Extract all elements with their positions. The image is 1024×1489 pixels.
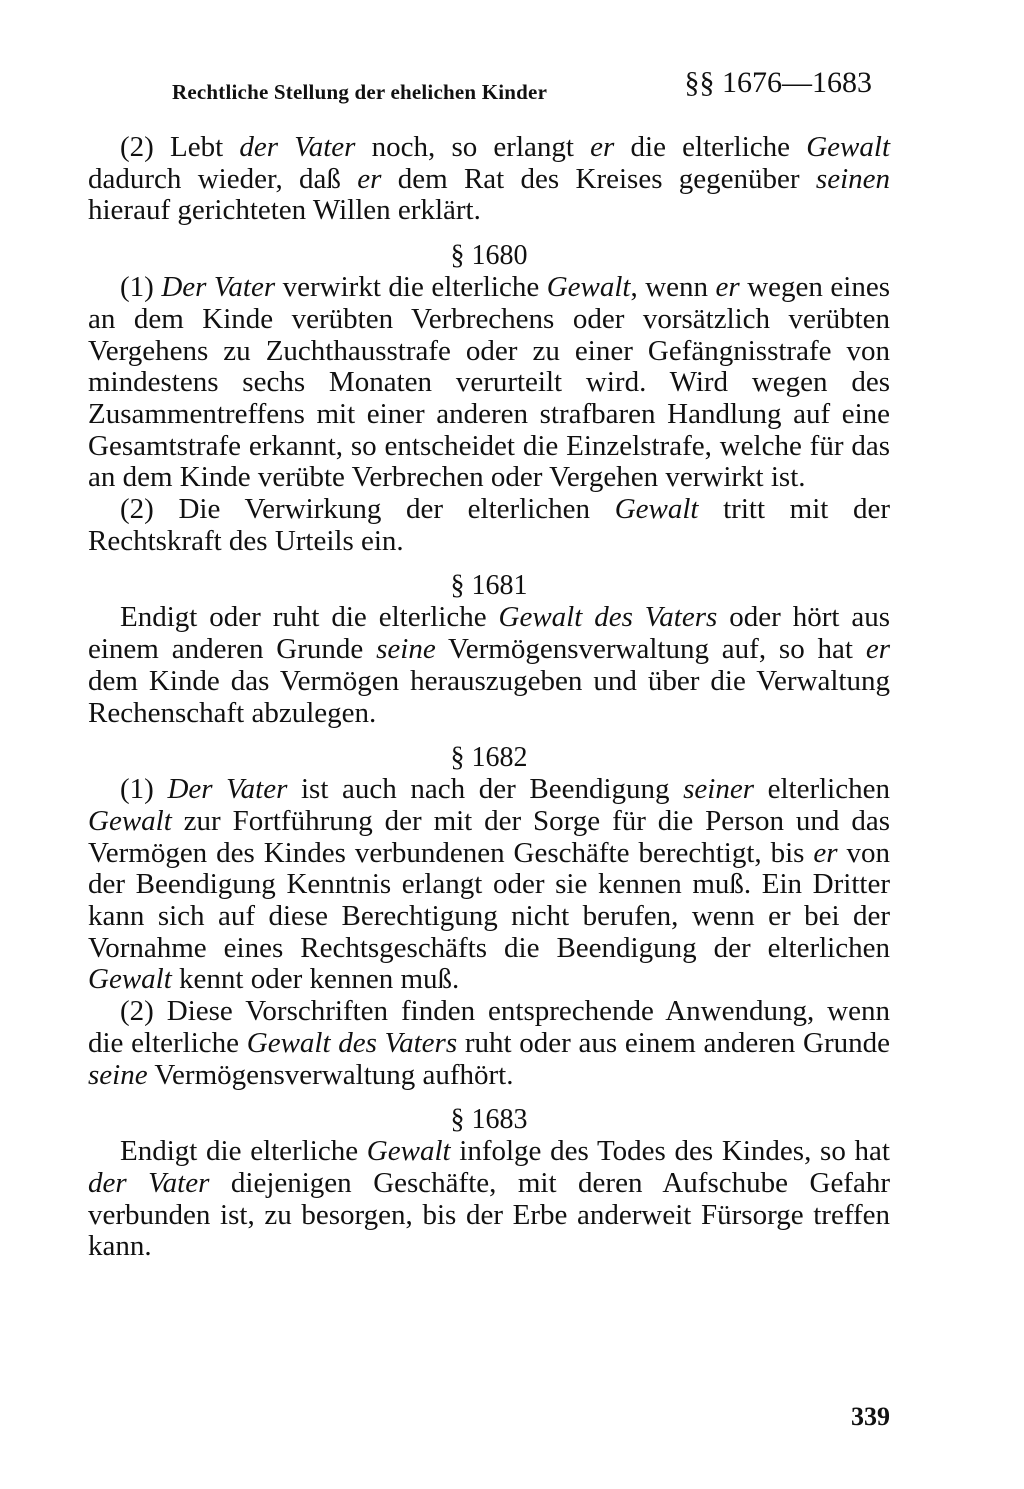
book-page — [88, 60, 890, 1430]
section-range: §§ 1676—1683 — [684, 66, 872, 99]
section-heading-1681: § 1681 — [450, 570, 528, 602]
page-number: 339 — [851, 1402, 890, 1431]
running-title: Rechtliche Stellung der ehelichen Kinder — [172, 80, 548, 104]
running-head — [88, 60, 890, 120]
paragraph-1679-2: (2) Lebt der Vater noch, so erlangt er die elterliche Gewalt dadurch wieder, daß er dem Rat des Kreises gegenüber seinen hierauf gerichteten Willen erklärt. — [88, 131, 891, 227]
paragraph-1680-1: (1) Der Vater verwirkt die elterliche Gewalt, wenn er wegen eines an dem Kinde verübten Verbrechens oder vorsätzlich verübten Vergehens zu Zuchthausstrafe oder zu einer Gefängnisstrafe von mindestens sechs Monaten verurteilt wird. Wird wegen des Zusammentreffens mit einer anderen strafbaren Handlung auf eine Gesamtstrafe erkannt, so entscheidet die Einzelstrafe, welche für das an dem Kinde verübte Verbrechen oder Vergehen verwirkt ist. — [88, 271, 890, 494]
section-heading-1680: § 1680 — [450, 240, 528, 272]
paragraph-1682-2: (2) Diese Vorschriften finden entsprechende Anwendung, wenn die elterliche Gewalt des Vaters ruht oder aus einem anderen Grunde seine Vermögensverwaltung aufhört. — [88, 995, 890, 1091]
paragraph-1680-2: (2) Die Verwirkung der elterlichen Gewalt tritt mit der Rechtskraft des Urteils ein. — [88, 493, 890, 557]
paragraph-1681: Endigt oder ruht die elterliche Gewalt des Vaters oder hört aus einem anderen Grunde seine Vermögensverwaltung auf, so hat er dem Kinde das Vermögen herauszugeben und über die Verwaltung Rechenschaft abzulegen. — [88, 601, 890, 729]
body-text — [88, 132, 890, 1263]
section-heading-1683: § 1683 — [450, 1104, 528, 1136]
paragraph-1682-1: (1) Der Vater ist auch nach der Beendigung seiner elterlichen Gewalt zur Fortführung der mit der Sorge für die Person und das Vermögen des Kindes verbundenen Geschäfte berechtigt, bis er von der Beendigung Kenntnis erlangt oder sie kennen muß. Ein Dritter kann sich auf diese Berechtigung nicht berufen, wenn er bei der Vornahme eines Rechtsgeschäfts die Beendigung der elterlichen Gewalt kennt oder kennen muß. — [88, 773, 890, 996]
section-heading-1682: § 1682 — [450, 742, 528, 774]
paragraph-1683: Endigt die elterliche Gewalt infolge des Todes des Kindes, so hat der Vater diejenigen Geschäfte, mit deren Aufschube Gefahr verbunden ist, zu besorgen, bis der Erbe anderweit Fürsorge treffen kann. — [88, 1135, 890, 1263]
